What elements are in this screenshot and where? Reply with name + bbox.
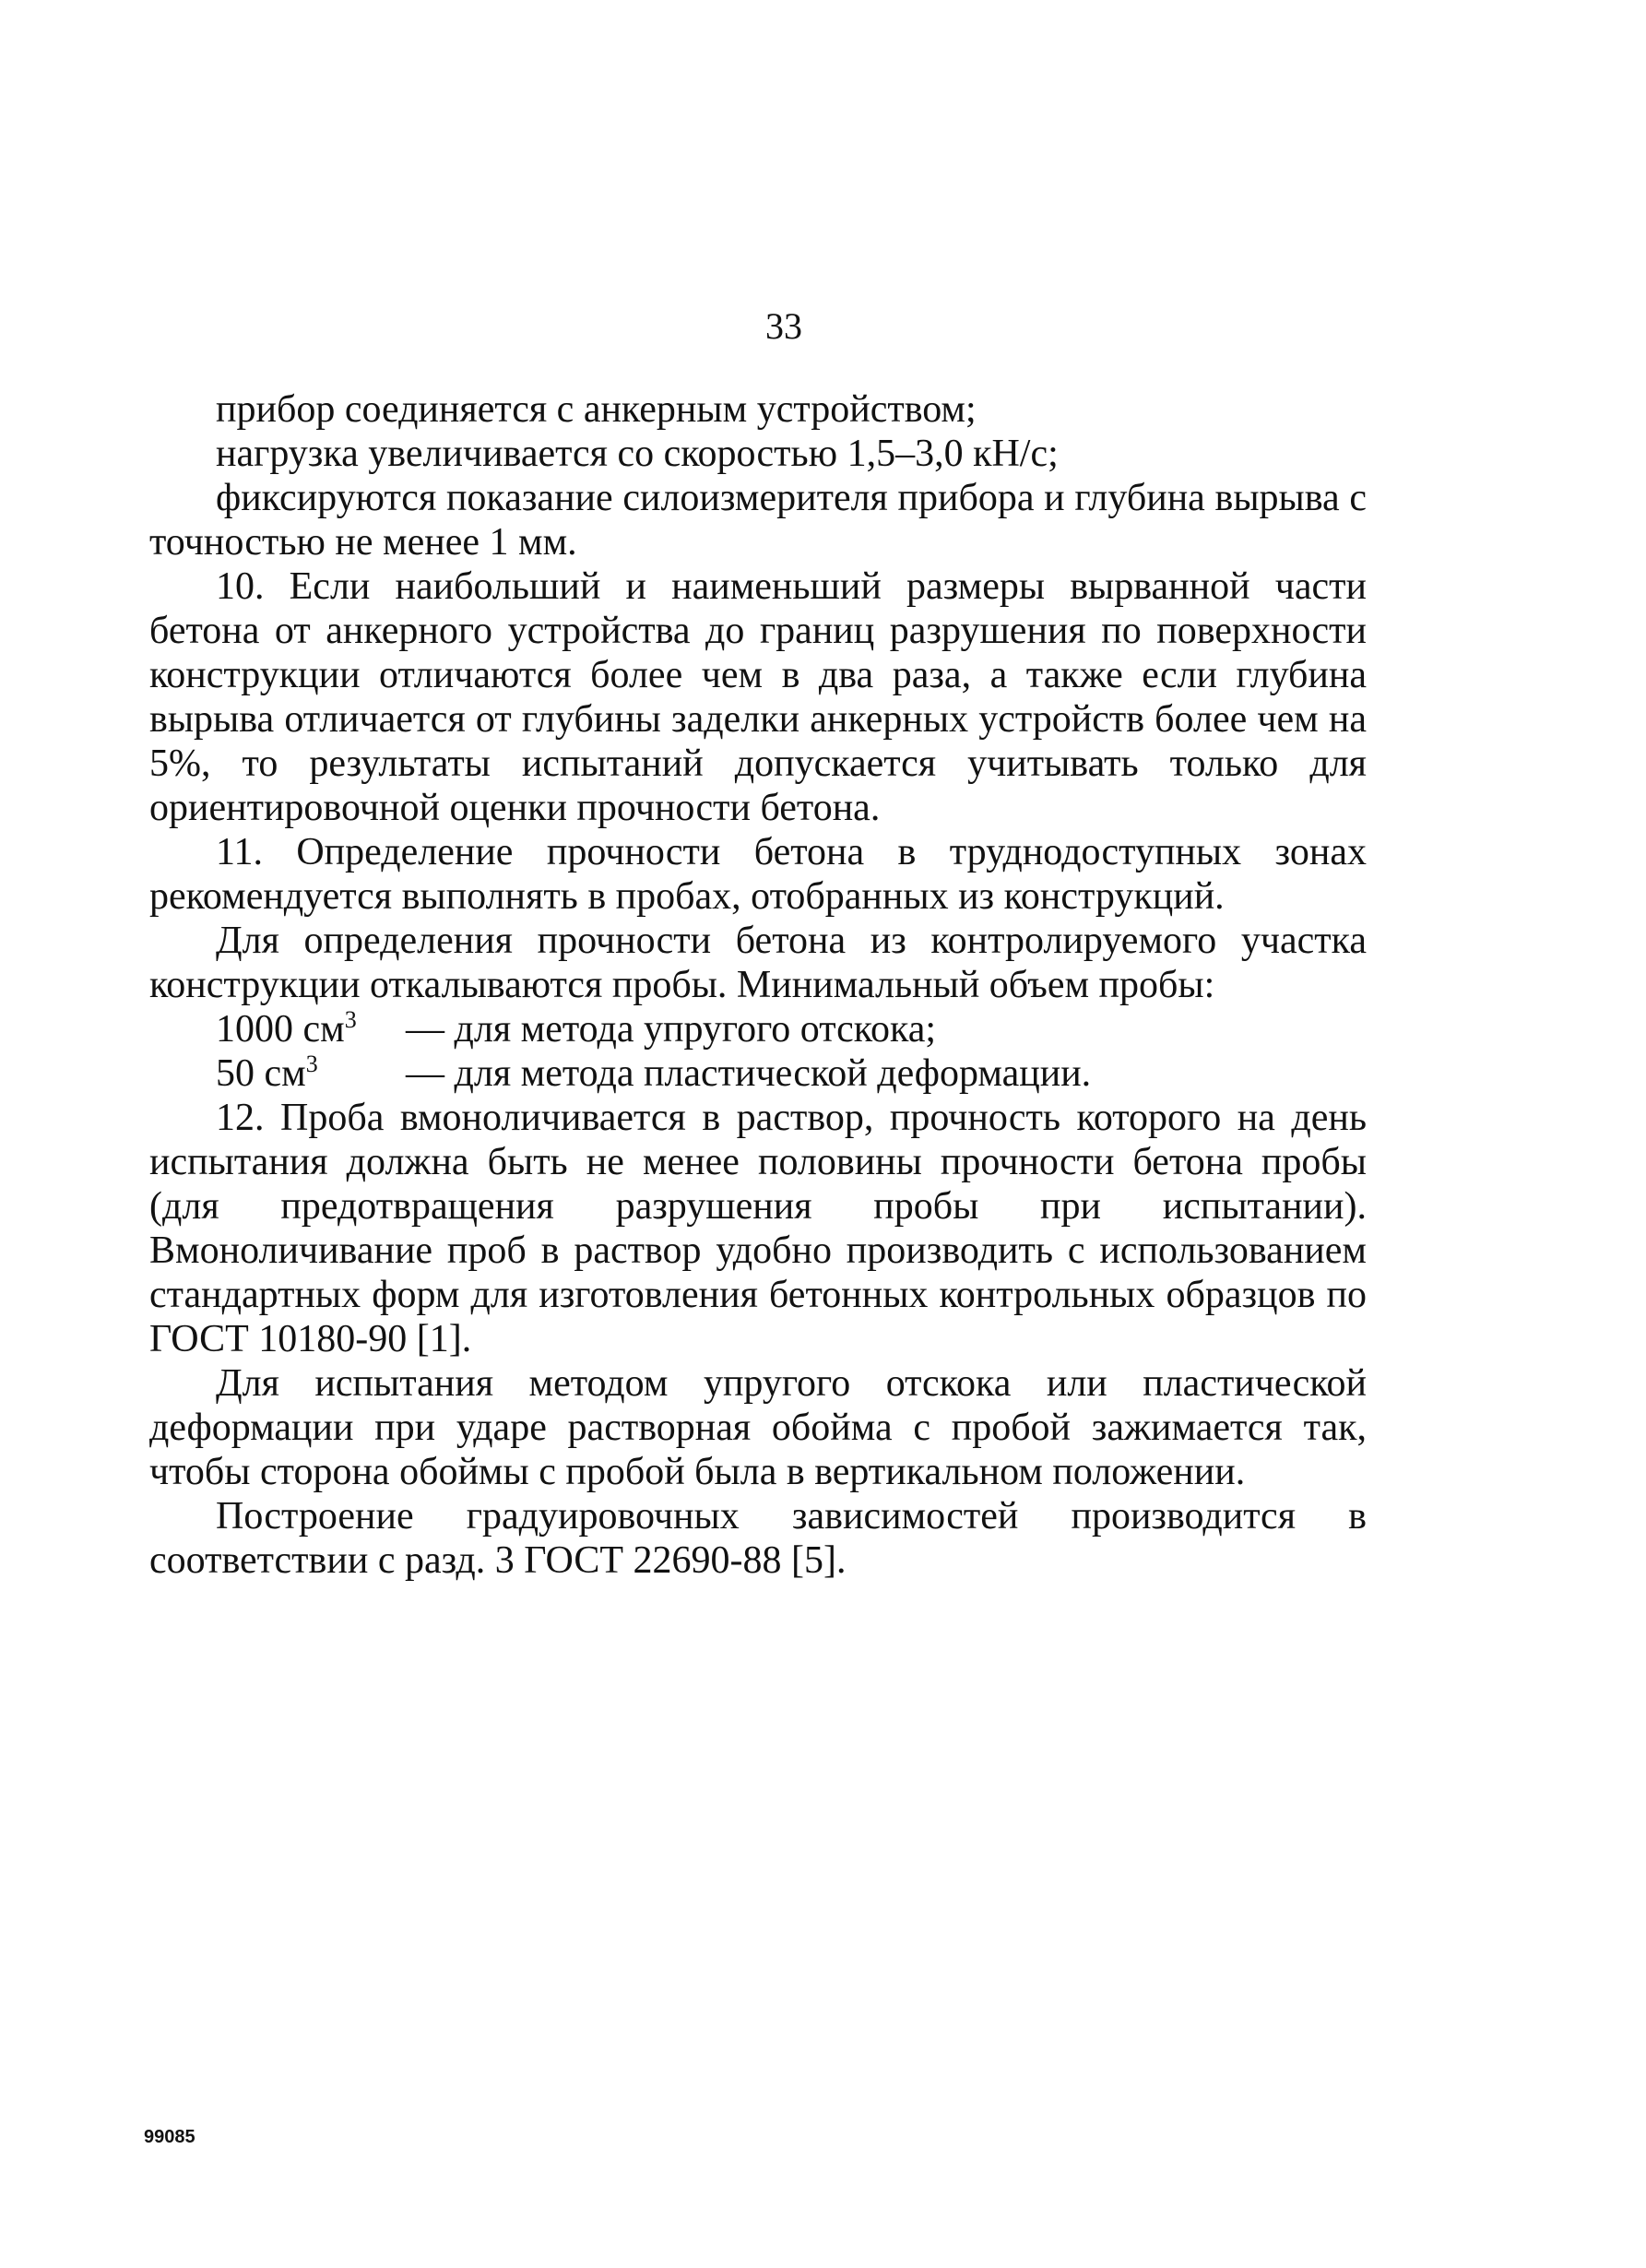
paragraph-sample-extraction: Для определения прочности бетона из контролируемого участка конструкции откалываются пробы. Минимальный объем пробы: <box>149 920 1367 1006</box>
paragraph-11: 11. Определение прочности бетона в труднодоступных зонах рекомендуется выполнять в пробах, отобранных из конструкций. <box>149 831 1367 918</box>
volume-exponent: 3 <box>344 1006 357 1033</box>
volume-amount <box>216 1051 406 1096</box>
step-load-rate: нагрузка увеличивается со скоростью 1,5–3,0 кН/с; <box>216 433 1059 475</box>
step-connect-anchor: прибор соединяется с анкерным устройством; <box>216 388 977 431</box>
volume-method: — для метода упругого отскока; <box>406 1008 937 1051</box>
volume-value: 1000 см <box>216 1008 345 1051</box>
paragraph-10: 10. Если наибольший и наименьший размеры вырванной части бетона от анкерного устройства до границ разрушения по поверхности конструкции отличаются более чем в два раза, а также если глубина вырыва отличается от глубины заделки анкерных устройств более чем на 5%, то результаты испытаний допускается учитывать только для ориентировочной оценки прочности бетона. <box>149 565 1367 829</box>
volume-row-plastic <box>149 1051 1367 1096</box>
paragraph-calibration: Построение градуировочных зависимостей производится в соответствии с разд. 3 ГОСТ 22690-88 [5]. <box>149 1495 1367 1582</box>
volume-exponent: 3 <box>305 1051 318 1077</box>
volume-row-rebound <box>149 1007 1367 1051</box>
volume-value: 50 см <box>216 1052 306 1095</box>
paragraph-12: 12. Проба вмоноличивается в раствор, прочность которого на день испытания должна быть не менее половины прочности бетона пробы (для предотвращения разрушения пробы при испытании). Вмоноличивание проб в раствор удобно производить с использованием стандартных форм для изготовления бетонных контрольных образцов по ГОСТ 10180-90 [1]. <box>149 1097 1367 1360</box>
volume-amount <box>216 1007 406 1051</box>
document-body <box>149 387 1367 1583</box>
step-record-readings: фиксируются показание силоизмерителя прибора и глубина вырыва с точностью не менее 1 мм. <box>149 477 1367 564</box>
paragraph-testing-clamp: Для испытания методом упругого отскока или пластической деформации при ударе растворная обойма с пробой зажимается так, чтобы сторона обоймы с пробой была в вертикальном положении. <box>149 1362 1367 1493</box>
page-number: 33 <box>765 305 802 347</box>
volume-method: — для метода пластической деформации. <box>406 1052 1092 1095</box>
footer-code: 99085 <box>144 2127 195 2147</box>
